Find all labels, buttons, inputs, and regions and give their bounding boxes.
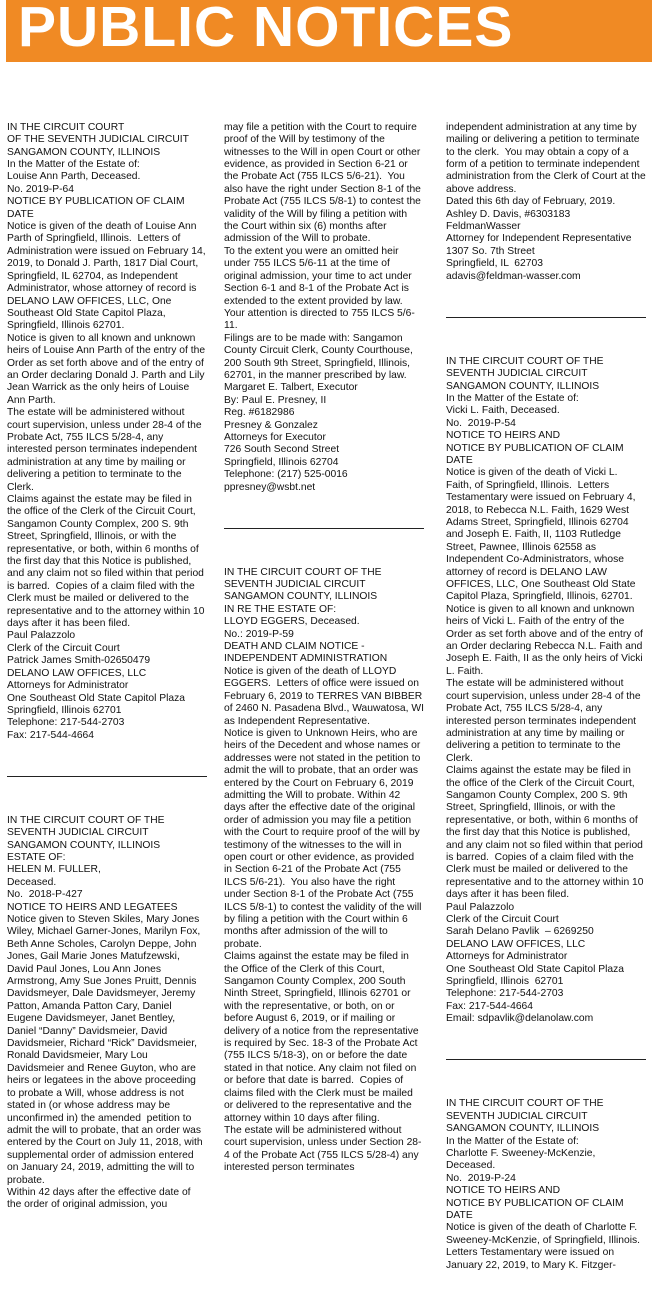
notice-eggers: IN THE CIRCUIT COURT OF THE SEVENTH JUDICIAL CIRCUIT SANGAMON COUNTY, ILLINOIS IN RE THE ESTATE OF: LLOYD EGGERS, Deceased. No.: 2019-P-59 DEATH AND CLAIM NOTICE - INDEPENDENT ADMINISTRATION Notice is given of the death of LLOYD EGGERS. Letters of office were issued on February 6, 2019 to TERRES VAN BIBBER of 2460 N. Pasadena Blvd., Wauwatosa, WI as Independent Representative. Notice is given to Unknown Heirs, who are heirs of the Decedent and whose names or addresses were not stated in the petition to admit the will to probate, that an order was entered by the Court on February 6, 2019 admitting the Will to probate. Within 42 days after the effective date of the original order of admission you may file a petition with the Court to require proof of the will by testimony of the witnesses to the will in open court or other evidence, as provided in Section 6-21 of the Probate Act (755 ILCS 5/6-21). You also have the right under Section 8-1 of the Probate Act (755 ILCS 5/8-1) to contest the validity of the will by filing a petition with the Court within 6 months after admission of the will to probate. Claims against the estate may be filed in the Office of the Clerk of this Court, Sangamon County Complex, 200 South Ninth Street, Springfield, Illinois 62701 or with the representative, or both, on or before August 6, 2019, or if mailing or delivery of a notice from the representative is required by Sec. 18-3 of the Probate Act (755 ILCS 5/18-3), on or before the date stated in that notice. Any claim not filed on or before that date is barred. Copies of claims filed with the Clerk must be mailed or delivered to the representative and the attorney within 10 days after filing. The estate will be administered without court supervision, unless under Section 28-4 of the Probate Act (755 ILCS 5/28-4) any interested person terminates — [224, 566, 424, 1174]
notice-faith: IN THE CIRCUIT COURT OF THE SEVENTH JUDICIAL CIRCUIT SANGAMON COUNTY, ILLINOIS In the Matter of the Estate of: Vicki L. Faith, Deceased. No. 2019-P-54 NOTICE TO HEIRS AND NOTICE BY PUBLICATION OF CLAIM DATE Notice is given of the death of Vicki L. Faith, of Springfield, Illinois. Letters Testamentary were issued on February 4, 2018, to Rebecca N.L. Faith, 1629 West Adams Street, Springfield, Illinois 62704 and Joseph E. Faith, II, 1103 Rutledge Street, Pawnee, Illinois 62558 as Independent Co-Administrators, whose attorney of record is DELANO LAW OFFICES, LLC, One Southeast Old State Capitol Plaza, Springfield, Illinois, 62701. Notice is given to all known and unknown heirs of Vicki L. Faith of the entry of the Order as set forth above and of the entry of an Order declaring Rebecca N.L. Faith and Joseph E. Faith, II as the only heirs of Vicki L. Faith. The estate will be administered without court supervision, unless under 28-4 of the Probate Act, 755 ILCS 5/28-4, any interested person terminates independent administration at any time by mailing or delivering a petition to terminate to the Clerk. Claims against the estate may be filed in the office of the Clerk of the Circuit Court, Sangamon County Complex, 200 S. 9th Street, Springfield, Illinois, or with the representative, or both, within 6 months of the first day that this Notice is published, and any claim not so filed within that period is barred. Copies of a claim filed with the Clerk must be mailed or delivered to the representative and to the attorney within 10 days after it has been filed. Paul Palazzolo Clerk of the Circuit Court Sarah Delano Pavlik – 6269250 DELANO LAW OFFICES, LLC Attorneys for Administrator One Southeast Old State Capitol Plaza Springfield, Illinois 62701 Telephone: 217-544-2703 Fax: 217-544-4664 Email: sdpavlik@delanolaw.com — [446, 355, 644, 1025]
column-1 — [7, 97, 207, 1309]
notice-fuller-continued: may file a petition with the Court to require proof of the Will by testimony of the witnesses to the Will in open Court or other evidence, as provided in Section 6-21 or the Probate Act (755 ILCS 5/6-21). You also have the right under Section 8-1 of the Probate Act (755 ILCS 5/8-1) to contest the validity of the Will by filing a petition with the Court within six (6) months after admission of the Will to probate. To the extent you were an omitted heir under 755 ILCS 5/6-11 at the time of original admission, your time to act under Section 6-1 and 8-1 of the Probate Act is extended to the extent provided by law. Your attention is directed to 755 ILCS 5/6-11. Filings are to be made with: Sangamon County Circuit Clerk, County Courthouse, 200 South 9th Street, Springfield, Illinois, 62701, in the manner prescribed by law. Margaret E. Talbert, Executor By: Paul E. Presney, II Reg. #6182986 Presney & Gonzalez Attorneys for Executor 726 South Second Street Springfield, Illinois 62704 Telephone: (217) 525-0016 ppresney@wsbt.net — [224, 121, 421, 493]
notice-parth: IN THE CIRCUIT COURT OF THE SEVENTH JUDICIAL CIRCUIT SANGAMON COUNTY, ILLINOIS In the Matter of the Estate of: Louise Ann Parth, Deceased. No. 2019-P-64 NOTICE BY PUBLICATION OF CLAIM DATE Notice is given of the death of Louise Ann Parth of Springfield, Illinois. Letters of Administration were issued on February 14, 2019, to Donald J. Parth, 1817 Dial Court, Springfield, IL 62704, as Independent Administrator, whose attorney of record is DELANO LAW OFFICES, LLC, One Southeast Old State Capitol Plaza, Springfield, Illinois 62701. Notice is given to all known and unknown heirs of Louise Ann Parth of the entry of the Order as set forth above and of the entry of an Order declaring Donald J. Parth and Lily Jean Warrick as the only heirs of Louise Ann Parth. The estate will be administered without court supervision, unless under 28-4 of the Probate Act, 755 ILCS 5/28-4, any interested person terminates independent administration at any time by mailing or delivering a petition to terminate to the Clerk. Claims against the estate may be filed in the office of the Clerk of the Circuit Court, Sangamon County Complex, 200 S. 9th Street, Springfield, Illinois, or with the representative, or both, within 6 months of the first day that this Notice is published, and any claim not so filed within that period is barred. Copies of a claim filed with the Clerk must be mailed or delivered to the representative and to the attorney within 10 days after it has been filed. Paul Palazzolo Clerk of the Circuit Court Patrick James Smith-02650479 DELANO LAW OFFICES, LLC Attorneys for Administrator One Southeast Old State Capitol Plaza Springfield, Illinois 62701 Telephone: 217-544-2703 Fax: 217-544-4664 — [7, 121, 206, 741]
notice-divider — [224, 528, 424, 529]
notice-divider — [446, 1059, 646, 1060]
notice-divider — [446, 317, 646, 318]
notice-fuller: IN THE CIRCUIT COURT OF THE SEVENTH JUDICIAL CIRCUIT SANGAMON COUNTY, ILLINOIS ESTATE OF: HELEN M. FULLER, Deceased. No. 2018-P-427 NOTICE TO HEIRS AND LEGATEES Notice given to Steven Skiles, Mary Jones Wiley, Michael Garner-Jones, Marilyn Fox, Beth Anne Scholes, Carolyn Deppe, John Jones, Gail Marie Jones Matufzewski, David Paul Jones, Lou Ann Jones Armstrong, Amy Sue Jones Pruitt, Dennis Davidsmeyer, Dale Davidsmeyer, Jeremy Patton, Amanda Patton Cary, Daniel Eugene Davidsmeyer, Janet Bentley, Daniel “Danny” Davidsmeier, David Davidsmeier, Richard “Rick” Davidsmeier, Ronald Davidsmeier, Mary Lou Davidsmeier and Renee Guyton, who are heirs or legatees in the above proceeding to probate a Will, whose address is not stated in (or whose address may be unconfirmed in) the amended petition to admit the will to probate, that an order was entered by the Court on July 11, 2018, with supplemental order of admission entered on January 24, 2019, admitting the will to probate. Within 42 days after the effective date of the order of original admission, you — [7, 814, 203, 1211]
column-3 — [446, 97, 646, 1309]
notice-sweeney-mckenzie: IN THE CIRCUIT COURT OF THE SEVENTH JUDICIAL CIRCUIT SANGAMON COUNTY, ILLINOIS In the Matter of the Estate of: Charlotte F. Sweeney-McKenzie, Deceased. No. 2019-P-24 NOTICE TO HEIRS AND NOTICE BY PUBLICATION OF CLAIM DATE Notice is given of the death of Charlotte F. Sweeney-McKenzie, of Springfield, Illinois. Letters Testamentary were issued on January 22, 2019, to Mary K. Fitzger- — [446, 1098, 641, 1271]
notice-divider — [7, 776, 207, 777]
header-banner — [6, 0, 652, 62]
page-title: PUBLIC NOTICES — [18, 0, 514, 59]
column-2 — [224, 97, 424, 1309]
notice-eggers-continued: independent administration at any time by mailing or delivering a petition to terminate to the clerk. You may obtain a copy of a form of a petition to terminate independent administration from the Clerk of Court at the above address. Dated this 6th day of February, 2019. Ashley D. Davis, #6303183 FeldmanWasser Attorney for Independent Representative 1307 So. 7th Street Springfield, IL 62703 adavis@feldman-wasser.com — [446, 121, 646, 282]
